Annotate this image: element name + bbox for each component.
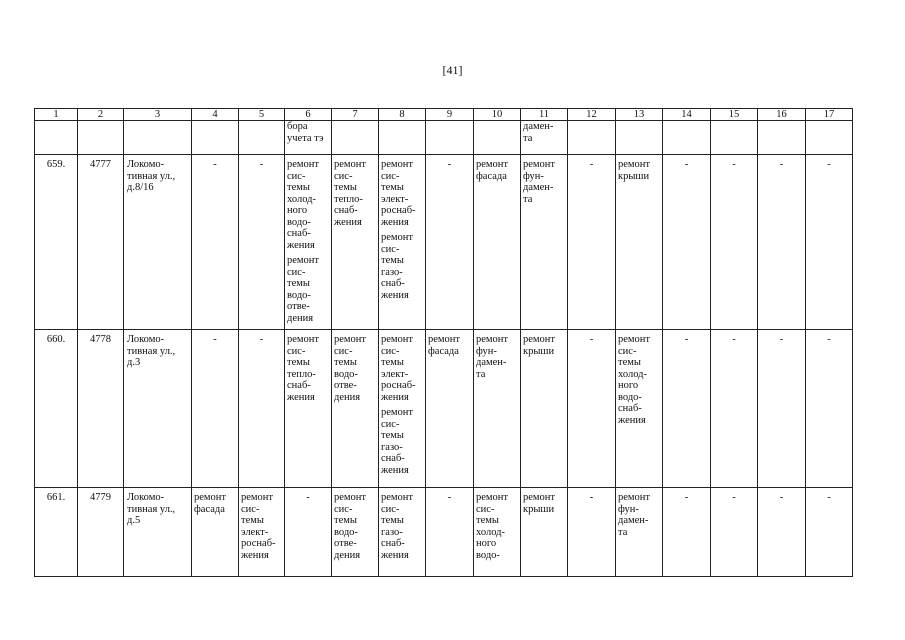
text-line: фун- [523, 170, 544, 182]
work-cell [332, 330, 379, 488]
address-line: д.5 [127, 515, 141, 526]
text-line: водо- [334, 368, 358, 380]
text-block [381, 492, 424, 561]
table-row [35, 155, 853, 330]
text-line: темы [287, 357, 310, 368]
building-code-cell: 4779 [78, 488, 124, 577]
text-line: дамен- [523, 182, 554, 193]
work-cell [332, 488, 379, 577]
text-block [618, 334, 661, 426]
text-line: тепло- [287, 368, 316, 380]
text-line: сис- [381, 243, 400, 255]
text-line: газо- [381, 526, 403, 538]
text-block [194, 492, 237, 515]
address-line: Локомо- [127, 334, 165, 345]
continuation-row [35, 121, 853, 155]
address-cell [124, 155, 192, 330]
address-line: Локомо- [127, 492, 165, 503]
text-line: сис- [618, 345, 637, 357]
text-line: дения [334, 391, 361, 403]
text-line: та [476, 368, 486, 380]
text-line: ного [618, 380, 639, 391]
continuation-cell [521, 121, 568, 155]
continuation-cell [616, 121, 663, 155]
text-line: сис- [381, 503, 400, 515]
text-line: снаб- [381, 453, 405, 464]
text-line: фасада [428, 345, 459, 357]
continuation-cell [285, 121, 332, 155]
column-number-cell: 14 [663, 109, 711, 121]
text-block [523, 334, 566, 357]
text-line: сис- [381, 345, 400, 357]
continuation-cell [758, 121, 806, 155]
empty-work-cell: - [663, 330, 711, 488]
work-cell [285, 155, 332, 330]
text-line: отве- [334, 380, 357, 391]
text-line: сис- [381, 418, 400, 430]
text-line: жения [241, 549, 269, 561]
text-line: ремонт [476, 159, 509, 170]
text-block [287, 255, 330, 324]
text-line: жения [381, 216, 409, 228]
text-block [523, 159, 566, 205]
address-line: д.8/16 [127, 182, 154, 193]
text-block [476, 492, 519, 561]
text-line: бора [287, 121, 308, 132]
work-cell [285, 330, 332, 488]
text-line: темы [287, 278, 310, 289]
work-cell [616, 330, 663, 488]
text-line: водо- [334, 526, 358, 538]
text-line: роснаб- [241, 538, 276, 549]
text-block [287, 121, 330, 144]
text-line: снаб- [287, 228, 311, 239]
page-number: [41] [442, 63, 463, 77]
work-cell [332, 155, 379, 330]
text-block [334, 334, 377, 403]
empty-work-cell: - [568, 330, 616, 488]
text-line: ремонт [523, 334, 556, 345]
text-line: дамен- [476, 357, 507, 368]
column-number-cell: 3 [124, 109, 192, 121]
work-cell [521, 330, 568, 488]
empty-work-cell: - [192, 155, 239, 330]
text-line: сис- [287, 170, 306, 182]
text-line: сис- [334, 503, 353, 515]
text-line: водо- [287, 216, 311, 228]
continuation-cell [474, 121, 521, 155]
text-line: та [523, 193, 533, 205]
text-line: ремонт [523, 492, 556, 503]
text-line: темы [476, 515, 499, 526]
text-block [334, 159, 377, 228]
text-line: та [618, 526, 628, 538]
text-line: сис- [381, 170, 400, 182]
work-cell [521, 488, 568, 577]
empty-work-cell: - [806, 488, 853, 577]
empty-work-cell: - [239, 155, 285, 330]
continuation-cell [568, 121, 616, 155]
text-line: снаб- [334, 205, 358, 216]
empty-work-cell: - [758, 488, 806, 577]
empty-work-cell: - [758, 155, 806, 330]
text-line: жения [618, 414, 646, 426]
column-number-cell: 10 [474, 109, 521, 121]
column-number-cell: 7 [332, 109, 379, 121]
text-line: отве- [287, 301, 310, 312]
text-line: крыши [523, 503, 555, 515]
text-line: жения [334, 216, 362, 228]
text-line: темы [381, 515, 404, 526]
text-line: крыши [523, 345, 555, 357]
work-cell [474, 330, 521, 488]
text-line: темы [381, 430, 404, 441]
text-line: газо- [381, 266, 403, 278]
text-line: ремонт [381, 334, 414, 345]
empty-work-cell: - [758, 330, 806, 488]
empty-work-cell: - [806, 155, 853, 330]
empty-work-cell: - [711, 155, 758, 330]
row-number-cell: 660. [35, 330, 78, 488]
text-block [241, 492, 283, 561]
empty-work-cell: - [663, 488, 711, 577]
column-number-cell: 17 [806, 109, 853, 121]
text-line: жения [381, 549, 409, 561]
table-row [35, 488, 853, 577]
text-line: жения [381, 289, 409, 301]
work-cell [521, 155, 568, 330]
text-line: отве- [334, 538, 357, 549]
text-line: ремонт [381, 407, 414, 418]
text-line: ремонт [194, 492, 227, 503]
text-line: жения [287, 239, 315, 251]
text-line: фун- [618, 503, 639, 515]
text-line: тепло- [334, 193, 363, 205]
text-line: элект- [381, 193, 409, 205]
text-line: темы [618, 357, 641, 368]
text-line: ремонт [428, 334, 461, 345]
empty-work-cell: - [426, 488, 474, 577]
column-number-cell: 9 [426, 109, 474, 121]
address-line: тивная ул., [127, 503, 176, 515]
text-line: снаб- [381, 538, 405, 549]
text-line: ремонт [523, 159, 556, 170]
work-cell [379, 330, 426, 488]
text-line: водо- [476, 549, 500, 561]
text-line: учета тэ [287, 132, 324, 144]
text-line: водо- [618, 391, 642, 403]
empty-work-cell: - [192, 330, 239, 488]
row-number-cell: 659. [35, 155, 78, 330]
empty-work-cell: - [711, 488, 758, 577]
text-line: дения [334, 549, 361, 561]
text-line: снаб- [287, 380, 311, 391]
column-number-cell: 8 [379, 109, 426, 121]
text-block [381, 159, 424, 228]
address-cell [124, 488, 192, 577]
text-line: фасада [476, 170, 507, 182]
text-line: ремонт [476, 334, 509, 345]
text-line: ного [476, 538, 497, 549]
text-line: ремонт [618, 159, 651, 170]
text-line: ремонт [381, 159, 414, 170]
text-line: темы [334, 182, 357, 193]
text-line: темы [381, 357, 404, 368]
text-block [523, 492, 566, 515]
work-cell [616, 488, 663, 577]
text-line: ремонт [287, 334, 320, 345]
continuation-cell [332, 121, 379, 155]
text-line: роснаб- [381, 380, 416, 391]
text-block [476, 159, 519, 182]
text-line: та [523, 132, 533, 144]
work-cell [474, 488, 521, 577]
text-line: темы [334, 357, 357, 368]
work-cell [474, 155, 521, 330]
text-line: темы [334, 515, 357, 526]
text-line: фун- [476, 345, 497, 357]
continuation-cell [239, 121, 285, 155]
text-line: крыши [618, 170, 650, 182]
text-line: холод- [476, 526, 505, 538]
text-line: дамен- [618, 515, 649, 526]
work-cell [379, 155, 426, 330]
empty-work-cell: - [285, 488, 332, 577]
address-cell [124, 330, 192, 488]
address-line: д.3 [127, 357, 141, 368]
text-block [381, 407, 424, 476]
text-line: ремонт [241, 492, 274, 503]
work-cell [239, 488, 285, 577]
work-cell [192, 488, 239, 577]
text-line: ремонт [334, 492, 367, 503]
empty-work-cell: - [239, 330, 285, 488]
text-line: холод- [618, 368, 647, 380]
building-code-cell: 4777 [78, 155, 124, 330]
empty-work-cell: - [568, 488, 616, 577]
text-line: сис- [334, 345, 353, 357]
text-line: водо- [287, 289, 311, 301]
continuation-cell [426, 121, 474, 155]
empty-work-cell: - [568, 155, 616, 330]
text-block [334, 492, 377, 561]
column-number-cell: 12 [568, 109, 616, 121]
empty-work-cell: - [806, 330, 853, 488]
continuation-cell [35, 121, 78, 155]
column-number-cell: 2 [78, 109, 124, 121]
text-line: ремонт [381, 232, 414, 243]
text-block [287, 159, 330, 251]
continuation-cell [663, 121, 711, 155]
work-cell [426, 330, 474, 488]
continuation-cell [192, 121, 239, 155]
address-line: Локомо- [127, 159, 165, 170]
building-code-cell: 4778 [78, 330, 124, 488]
column-number-cell: 15 [711, 109, 758, 121]
text-line: газо- [381, 441, 403, 453]
column-number-cell: 6 [285, 109, 332, 121]
text-line: ремонт [476, 492, 509, 503]
column-number-cell: 4 [192, 109, 239, 121]
text-line: элект- [381, 368, 409, 380]
column-number-row [35, 109, 853, 121]
table-row [35, 330, 853, 488]
column-number-cell: 13 [616, 109, 663, 121]
text-block [381, 334, 424, 403]
text-line: сис- [476, 503, 495, 515]
text-line: жения [381, 464, 409, 476]
column-number-cell: 16 [758, 109, 806, 121]
text-line: темы [381, 182, 404, 193]
text-block [618, 159, 661, 182]
text-line: снаб- [381, 278, 405, 289]
text-line: дения [287, 312, 314, 324]
text-line: сис- [287, 345, 306, 357]
text-line: ремонт [287, 255, 320, 266]
text-line: ного [287, 205, 308, 216]
address-line: тивная ул., [127, 170, 176, 182]
continuation-cell [379, 121, 426, 155]
work-cell [379, 488, 426, 577]
address-line: тивная ул., [127, 345, 176, 357]
text-line: темы [241, 515, 264, 526]
text-line: ремонт [334, 159, 367, 170]
text-line: сис- [334, 170, 353, 182]
text-line: ремонт [334, 334, 367, 345]
continuation-cell [124, 121, 192, 155]
text-line: темы [287, 182, 310, 193]
continuation-cell [806, 121, 853, 155]
text-line: сис- [287, 266, 306, 278]
text-block [523, 121, 566, 144]
text-line: холод- [287, 193, 316, 205]
text-line: ремонт [618, 334, 651, 345]
text-line: жения [381, 391, 409, 403]
text-line: элект- [241, 526, 269, 538]
text-line: фасада [194, 503, 225, 515]
text-block [287, 334, 330, 403]
text-line: ремонт [381, 492, 414, 503]
work-schedule-table [34, 108, 853, 577]
text-line: жения [287, 391, 315, 403]
continuation-cell [711, 121, 758, 155]
text-line: дамен- [523, 121, 554, 132]
text-line: снаб- [618, 403, 642, 414]
text-line: сис- [241, 503, 260, 515]
empty-work-cell: - [426, 155, 474, 330]
row-number-cell: 661. [35, 488, 78, 577]
empty-work-cell: - [663, 155, 711, 330]
text-line: ремонт [287, 159, 320, 170]
text-block [381, 232, 424, 301]
text-line: ремонт [618, 492, 651, 503]
column-number-cell: 1 [35, 109, 78, 121]
text-block [476, 334, 519, 380]
continuation-cell [78, 121, 124, 155]
text-block [618, 492, 661, 538]
text-line: роснаб- [381, 205, 416, 216]
column-number-cell: 5 [239, 109, 285, 121]
empty-work-cell: - [711, 330, 758, 488]
work-cell [616, 155, 663, 330]
text-line: темы [381, 255, 404, 266]
column-number-cell: 11 [521, 109, 568, 121]
text-block [428, 334, 472, 357]
